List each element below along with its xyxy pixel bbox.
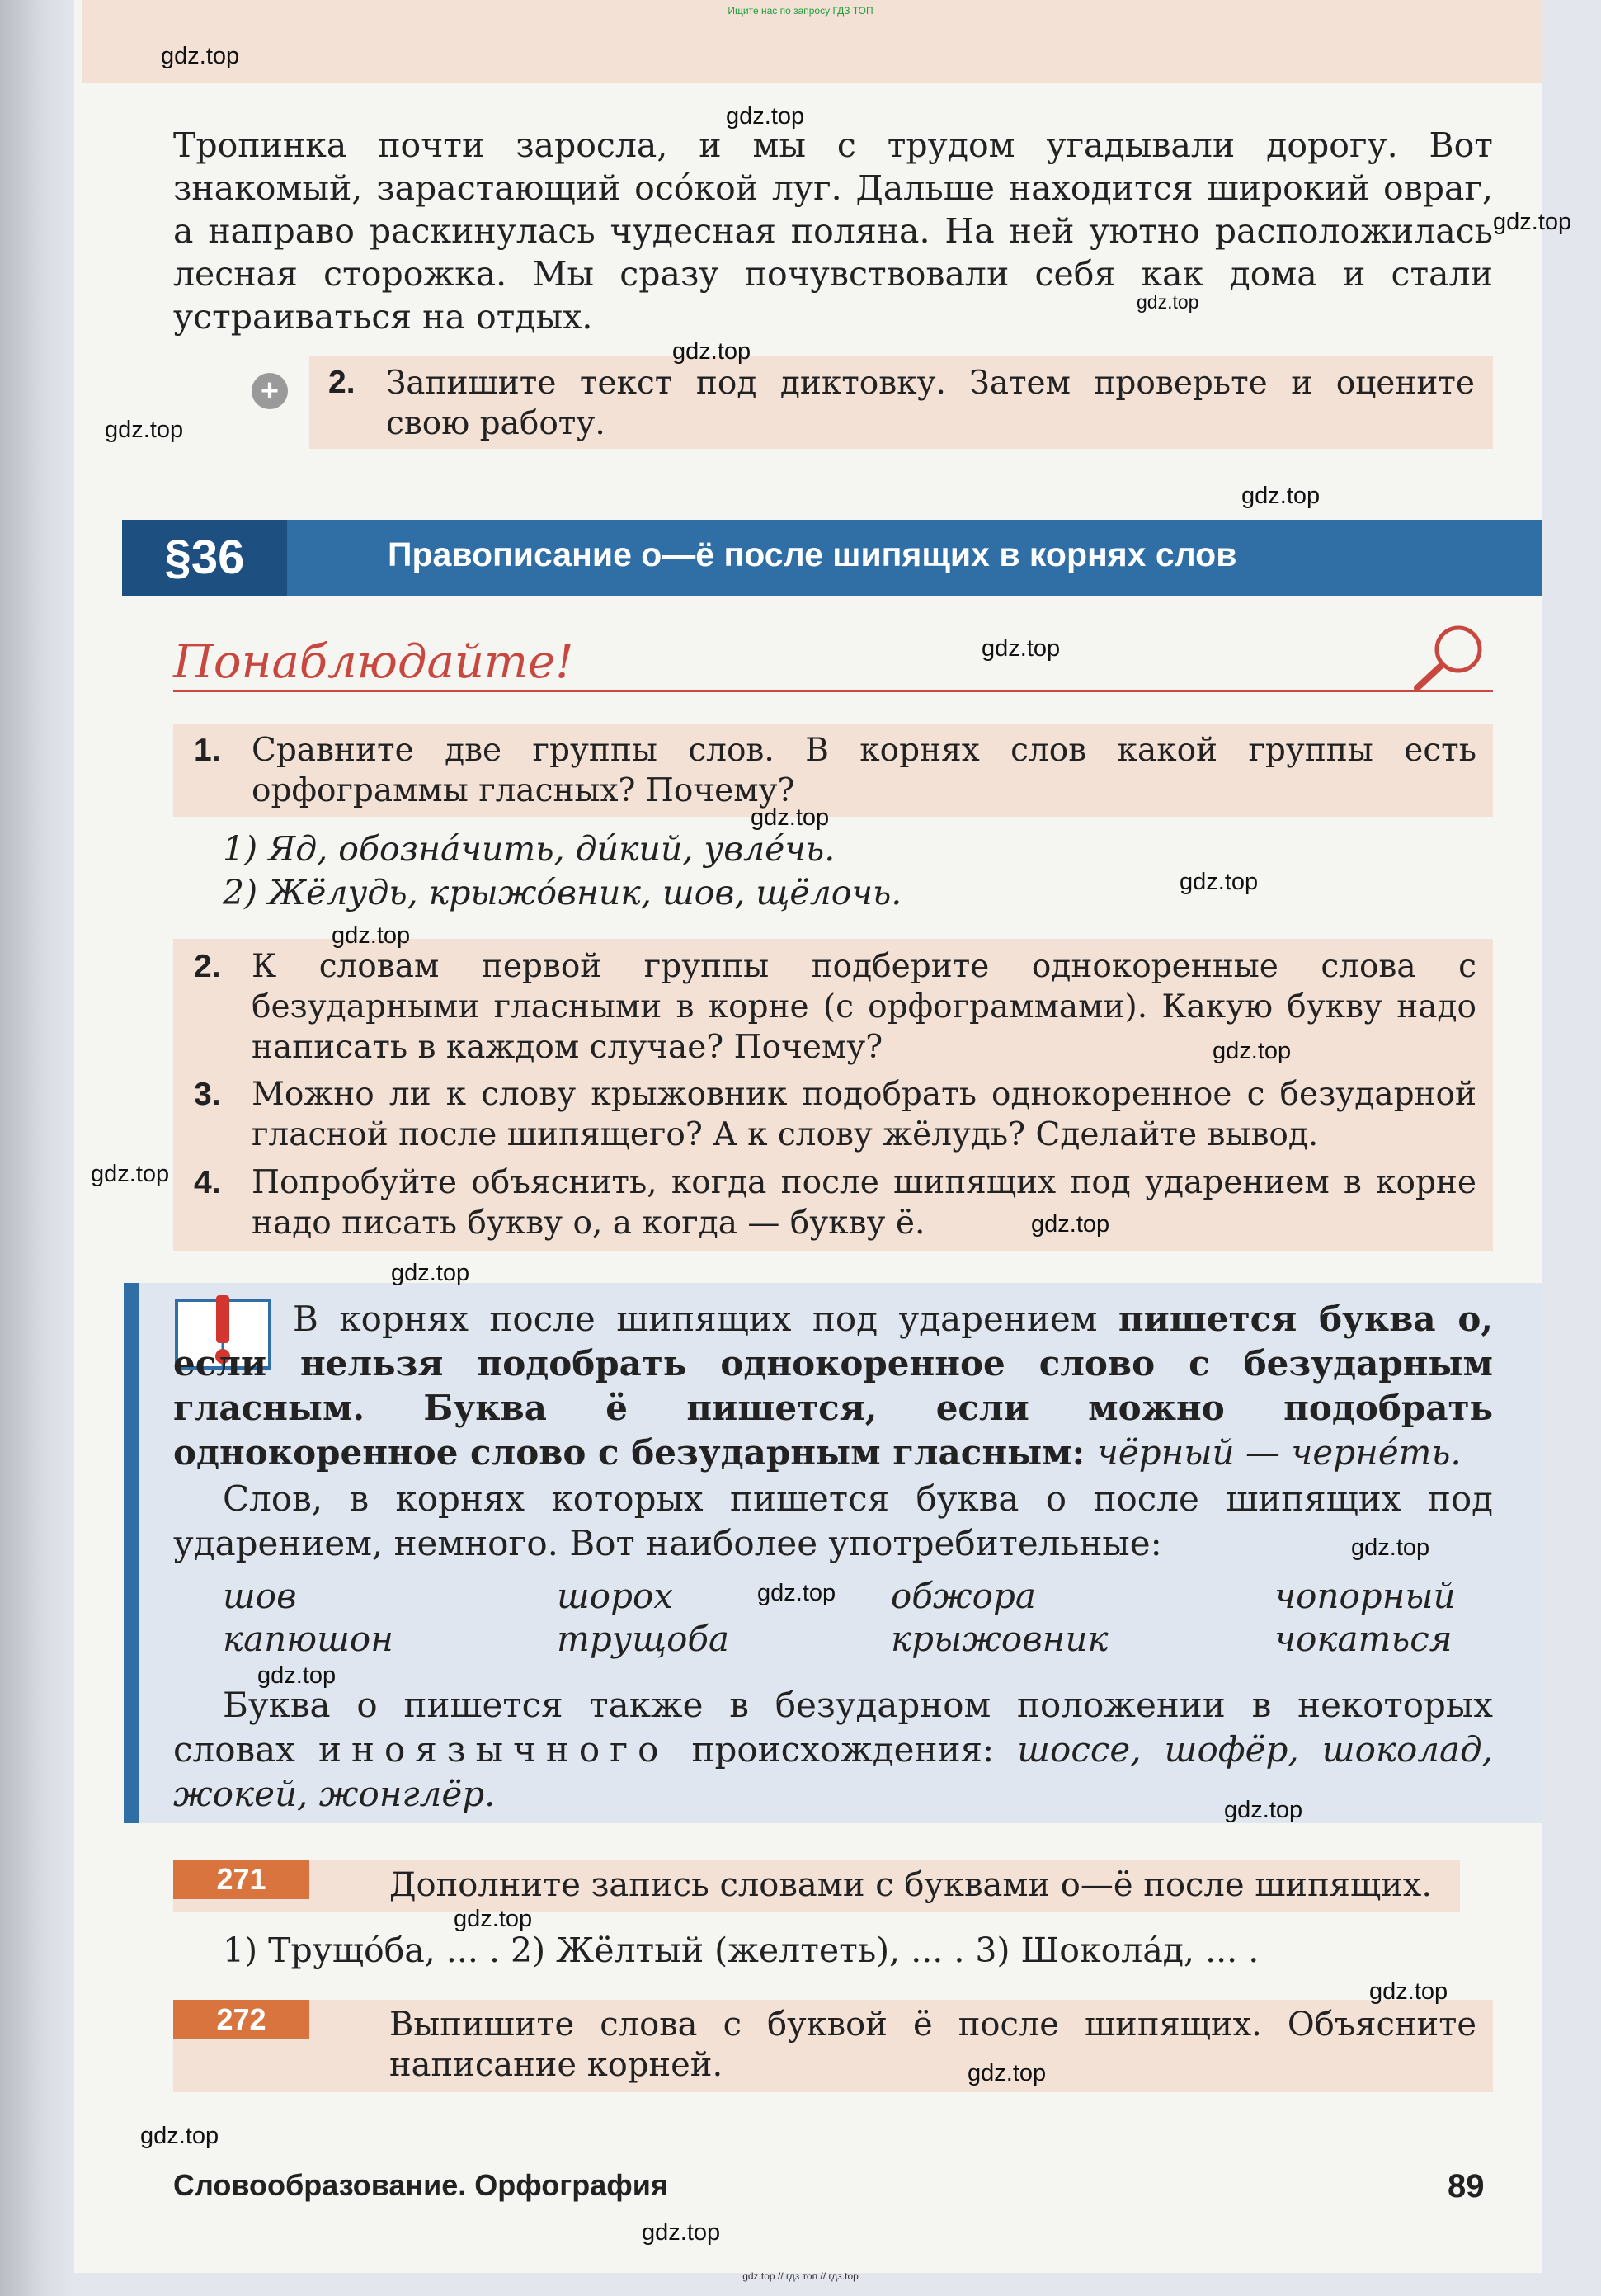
q2-text: К словам первой группы подберите однокоренные слова с безударными гласными в корне (с орфограммами). Какую букву надо написать в каждом случае? Почему? [252,948,1476,1066]
watermark: gdz.top [1351,1535,1430,1561]
section-title: Правописание о—ё после шипящих в корнях слов [388,535,1237,573]
q4-text: Попробуйте объяснить, когда после шипящих под ударением в корне надо писать букву о, а когда — букву ё. [252,1164,1476,1242]
word-kryzhovnik: крыжовник [891,1619,1109,1659]
text-block: Тропинка почти заросла, и мы с трудом угадывали дорогу. Вот знакомый, зарастающий осóкой луг. Дальше находится широкий овраг, а направо раскинулась чудесная поляна. На ней уютно расположилась лесная сторожка. Мы сразу почувствовали себя как дома и стали устраиваться на отдых. [173,125,1493,337]
observe-title: Понаблюдайте! [173,635,574,689]
rule-paragraph-1 [173,1297,1493,1475]
rule-text-1a: В корнях после шипящих под ударением [293,1299,1118,1339]
rule-text-1b: пишется буква о, если нельзя подобрать однокоренное слово с безударным гласным. Буква ё пишется, если можно подобрать однокоренное слово с безударным гласным: [173,1299,1493,1473]
rule-left-bar [124,1283,139,1823]
rule-text-3b: иноязычного [318,1729,669,1770]
ex271-number: 271 [173,1860,309,1899]
rule-text-3d: шоссе, шофёр, шоколад, жокей, жонглёр. [173,1729,1493,1814]
q2-number: 2. [194,949,221,984]
top-note: Ищите нас по запросу ГДЗ ТОП [728,5,873,17]
watermark: gdz.top [1369,1978,1448,2005]
watermark: gdz.top [757,1580,836,1606]
watermark: gdz.top [140,2123,219,2149]
word-chokatsya: чокаться [1274,1619,1453,1659]
watermark: gdz.top [1031,1211,1110,1238]
word-obzhora: обжора [891,1576,1036,1616]
observe-underline [173,690,1493,692]
word-trushchoba: трущоба [557,1619,730,1659]
watermark: gdz.top [642,2219,721,2246]
q3-number: 3. [194,1077,221,1112]
word-shov: шов [223,1576,297,1616]
book-spine-shadow [0,0,74,2296]
word-group-1: 1) Яд, обознáчить, дúкий, увлéчь. [223,829,836,869]
watermark: gdz.top [1213,1038,1292,1064]
q4-number: 4. [194,1165,221,1200]
watermark: gdz.top [161,43,240,69]
word-group-2: 2) Жёлудь, крыжóвник, шов, щёлочь. [223,873,902,912]
rule-paragraph-2: Слов, в корнях которых пишется буква о после шипящих под ударением, немного. Вот наиболее употребительные: [173,1478,1493,1563]
q3-text: Можно ли к слову крыжовник подобрать однокоренное с безударной гласной после шипящего? А к слову жёлудь? Сделайте вывод. [252,1076,1476,1153]
watermark: gdz.top [751,804,830,831]
watermark: gdz.top [1137,291,1199,313]
rule-text-3a: Буква о пишется также в безударном положении в некоторых словах [173,1685,1493,1770]
page-number: 89 [1448,2168,1485,2204]
watermark: gdz.top [726,103,805,130]
rule-example: чёрный — чернéть. [1096,1432,1462,1473]
ex272-number: 272 [173,2000,309,2039]
word-kapyushon: капюшон [223,1619,393,1659]
q1-text: Сравните две группы слов. В корнях слов какой группы есть орфограммы гласных? Почему? [252,732,1476,809]
watermark: gdz.top [91,1161,170,1187]
task2-number: 2. [328,365,356,400]
watermark: gdz.top [1180,869,1259,895]
section-number: §36 [122,520,287,596]
watermark: gdz.top [982,635,1061,662]
watermark: gdz.top [672,338,751,365]
watermark: gdz.top [332,922,411,949]
plus-icon: + [252,373,288,409]
word-shorokh: шорох [557,1576,673,1616]
watermark: gdz.top [391,1260,470,1286]
task2-text: Запишите текст под диктовку. Затем проверьте и оцените свою работу. [386,365,1475,442]
footer-section: Словообразование. Орфография [173,2168,668,2202]
magnifier-icon [1402,620,1493,695]
watermark: gdz.top [1224,1797,1303,1823]
bottom-note: gdz.top // гдз топ // гдз.top [742,2270,859,2282]
watermark: gdz.top [1241,483,1321,509]
watermark: gdz.top [105,417,184,443]
watermark: gdz.top [454,1906,533,1932]
watermark: gdz.top [257,1662,337,1689]
rule-text-3c: происхождения: [668,1729,1018,1770]
ex272-text: Выпишите слова с буквой ё после шипящих. Объясните написание корней. [389,2006,1476,2084]
watermark: gdz.top [1493,209,1572,235]
q1-number: 1. [194,733,221,768]
ex271-line: 1) Трущóба, ... . 2) Жёлтый (желтеть), ... . 3) Шоколáд, ... . [223,1931,1260,1970]
word-choporny: чопорный [1274,1576,1456,1616]
watermark: gdz.top [968,2060,1047,2086]
ex271-text: Дополните запись словами с буквами о—ё после шипящих. [389,1866,1433,1904]
